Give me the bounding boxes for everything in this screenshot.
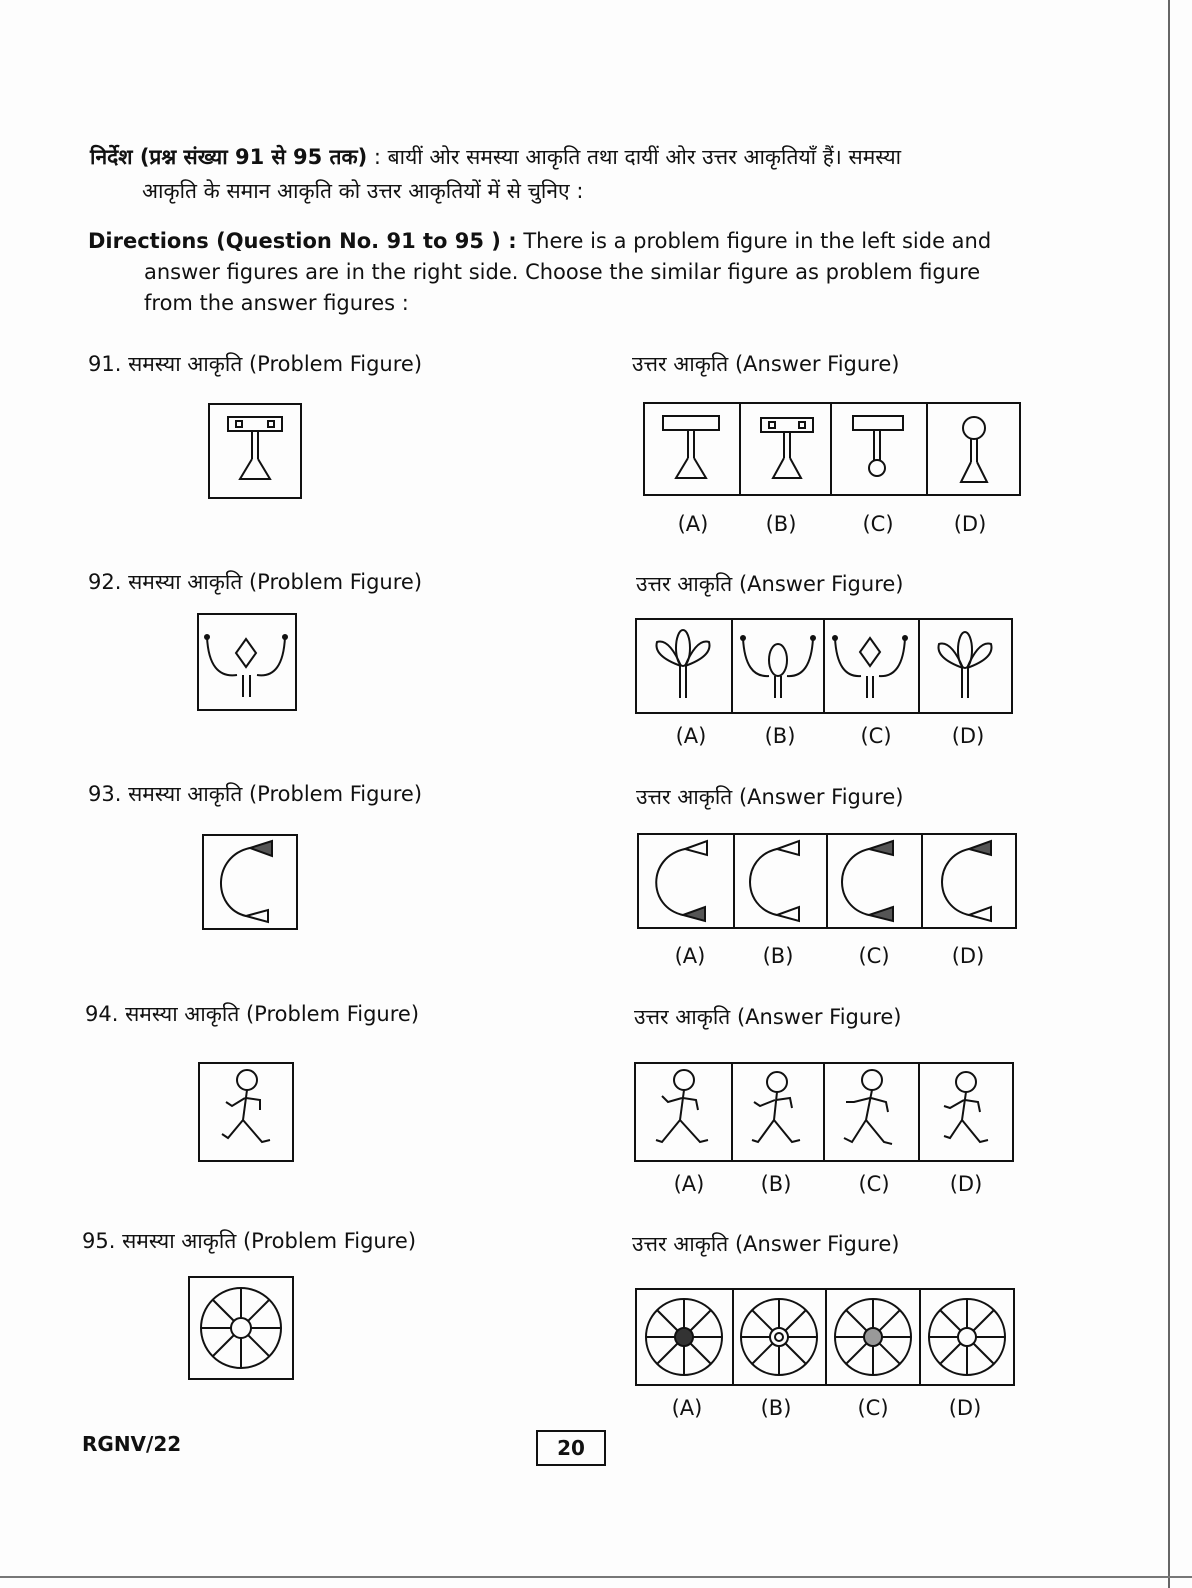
q93-problem-figure [202,834,298,930]
page-bottom-line [0,1576,1192,1578]
problem-figure-label: समस्या आकृति (Problem Figure) [128,352,423,376]
q95-option-d[interactable]: (D) [948,1396,982,1420]
q93-option-a[interactable]: (A) [674,944,706,968]
question-91-label [88,350,422,378]
q94-option-c[interactable]: (C) [858,1172,890,1196]
directions-english-line1: There is a problem figure in the left side and [523,229,992,253]
question-94-answer-label: उत्तर आकृति (Answer Figure) [634,1005,902,1029]
q95-option-a[interactable]: (A) [671,1396,703,1420]
question-92-label [88,568,422,596]
problem-figure-label: समस्या आकृति (Problem Figure) [128,782,423,806]
directions-hindi-line1: बायीं ओर समस्या आकृति तथा दायीं ओर उत्तर आकृतियाँ हैं। समस्या [387,145,902,169]
question-93-label [88,780,422,808]
q93-option-d[interactable]: (D) [951,944,985,968]
q91-problem-figure [208,403,302,499]
directions-english [88,226,1073,319]
question-number: 93. [88,782,122,806]
q91-option-b[interactable]: (B) [765,512,797,536]
question-number: 95. [82,1229,116,1253]
q95-option-c[interactable]: (C) [857,1396,889,1420]
q92-answer-figures[interactable] [635,618,1013,714]
directions-english-line2: answer figures are in the right side. Choose the similar figure as problem figure [144,260,981,284]
question-95-answer-label: उत्तर आकृति (Answer Figure) [632,1232,900,1256]
q91-answer-figures[interactable] [643,402,1021,496]
directions-hindi: निर्देश (प्रश्न संख्या 91 से 95 तक) : बायीं ओर समस्या आकृति तथा दायीं ओर उत्तर आकृतियाँ हैं। समस्या आकृति के समान आकृति को उत्तर आकृतियों में से चुनिए : [90,140,1080,208]
problem-figure-label: समस्या आकृति (Problem Figure) [122,1229,417,1253]
question-number: 94. [85,1002,119,1026]
q94-answer-figures[interactable] [634,1062,1014,1162]
question-95-label [82,1227,416,1255]
q93-option-b[interactable]: (B) [762,944,794,968]
q92-option-a[interactable]: (A) [675,724,707,748]
paper-code: RGNV/22 [82,1432,182,1456]
page-edge-line [1168,0,1170,1588]
q95-option-b[interactable]: (B) [760,1396,792,1420]
q91-option-c[interactable]: (C) [862,512,894,536]
q92-problem-figure [197,613,297,711]
q95-problem-figure [188,1276,294,1380]
q93-option-c[interactable]: (C) [858,944,890,968]
directions-english-line3: from the answer figures : [144,291,409,315]
q91-option-d[interactable]: (D) [953,512,987,536]
q94-option-b[interactable]: (B) [760,1172,792,1196]
question-number: 91. [88,352,122,376]
problem-figure-label: समस्या आकृति (Problem Figure) [125,1002,420,1026]
question-number: 92. [88,570,122,594]
directions-hindi-heading: निर्देश (प्रश्न संख्या 91 से 95 तक) [90,145,368,169]
problem-figure-label: समस्या आकृति (Problem Figure) [128,570,423,594]
directions-english-heading: Directions (Question No. 91 to 95 ) : [88,229,517,253]
q91-option-a[interactable]: (A) [677,512,709,536]
question-93-answer-label: उत्तर आकृति (Answer Figure) [636,785,904,809]
q94-option-d[interactable]: (D) [949,1172,983,1196]
question-91-answer-label: उत्तर आकृति (Answer Figure) [632,352,900,376]
question-92-answer-label: उत्तर आकृति (Answer Figure) [636,572,904,596]
q93-answer-figures[interactable] [637,833,1017,929]
q94-option-a[interactable]: (A) [673,1172,705,1196]
q92-option-c[interactable]: (C) [860,724,892,748]
q95-answer-figures[interactable] [635,1288,1015,1386]
question-94-label [85,1000,419,1028]
directions-hindi-line2: आकृति के समान आकृति को उत्तर आकृतियों में से चुनिए : [142,179,584,203]
q94-problem-figure [198,1062,294,1162]
q92-option-b[interactable]: (B) [764,724,796,748]
q92-option-d[interactable]: (D) [951,724,985,748]
page-number: 20 [536,1430,606,1466]
